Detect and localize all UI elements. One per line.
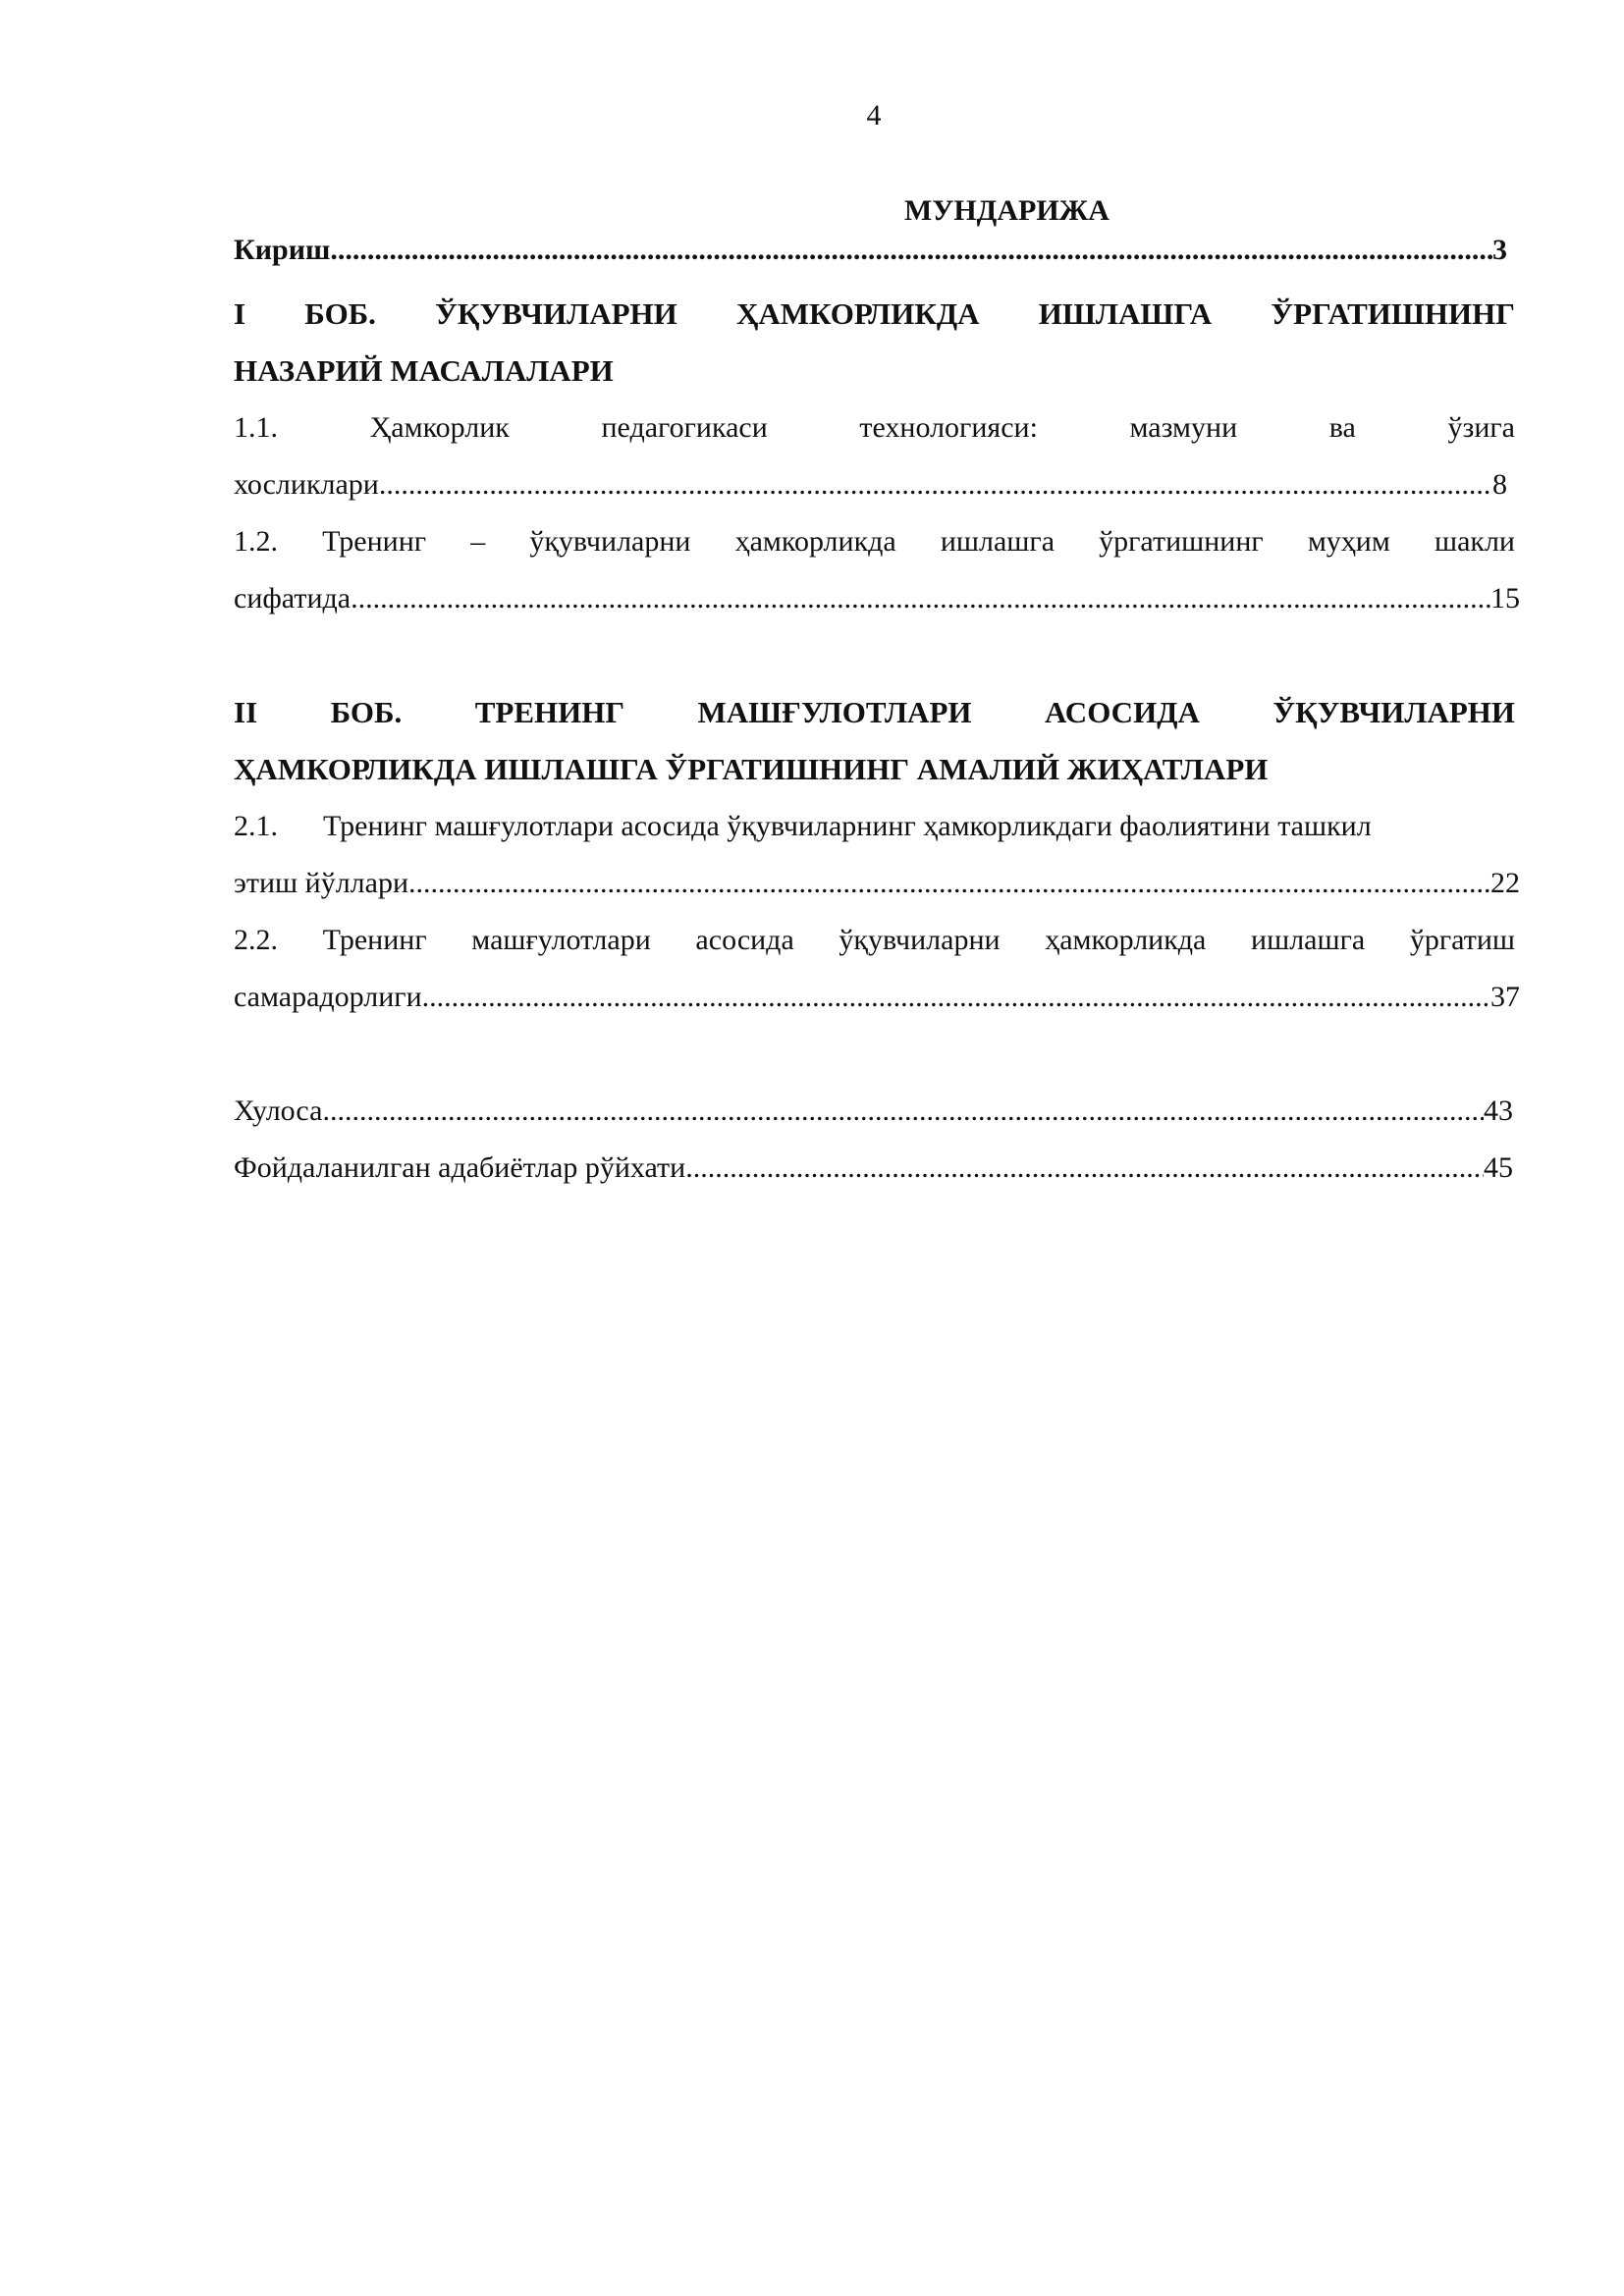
toc-entry-page: 43 [1484,1095,1513,1127]
dot-leader [351,570,1490,627]
toc-entry-label-continuation: сифатида [234,582,352,614]
toc-entry-label [234,798,1515,855]
table-of-contents [234,191,1520,1197]
dot-leader [379,456,1492,513]
toc-entry-page: 45 [1484,1151,1513,1184]
toc-entry-1-1[interactable] [234,400,1515,513]
toc-entry-intro[interactable] [234,231,1507,270]
chapter-2-heading[interactable] [234,684,1515,798]
chapter-1-heading[interactable] [234,286,1515,400]
chapter-heading-line: ҲАМКОРЛИКДА ИШЛАШГА ЎРГАТИШНИНГ АМАЛИЙ ЖИҲАТЛАРИ [234,752,1269,786]
toc-entry-conclusion[interactable] [234,1083,1513,1140]
toc-entry-title: Тренинг машғулотлари асосида ўқувчиларнинг ҳамкорликдаги фаолиятини ташкил [323,810,1372,842]
toc-entry-label-continuation: этиш йўллари [234,867,409,899]
dot-leader [685,1140,1484,1197]
toc-entry-number: 2.1. [234,810,278,842]
toc-entry-page: 15 [1490,582,1520,614]
toc-entry-label: 1.2. Тренинг – ўқувчиларни ҳамкорликда ишлашга ўргатишнинг муҳим шакли [234,525,1515,558]
page-number: 4 [866,99,882,132]
toc-entry-label-continuation: хосликлари [234,468,379,501]
toc-entry-2-1[interactable] [234,798,1520,912]
toc-entry-page: 37 [1490,981,1520,1013]
toc-entry-bibliography[interactable] [234,1140,1513,1197]
toc-entry-label: Кириш [234,234,331,266]
toc-entry-label: Хулоса [234,1095,323,1127]
toc-entry-page: 8 [1492,468,1507,501]
toc-entry-1-2[interactable] [234,513,1520,627]
toc-entry-page: 3 [1492,234,1507,266]
toc-entry-page: 22 [1490,867,1520,899]
toc-entry-label: 1.1. Ҳамкорлик педагогикаси технологияси: мазмуни ва ўзига [234,411,1515,444]
toc-title: МУНДАРИЖА [904,194,1110,227]
toc-entry-label-continuation: самарадорлиги [234,981,422,1013]
toc-entry-2-2[interactable] [234,912,1520,1026]
dot-leader [330,231,1492,270]
toc-entry-label: 2.2. Тренинг машғулотлари асосида ўқувчиларни ҳамкорликда ишлашга ўргатиш [234,924,1515,956]
chapter-heading-line: НАЗАРИЙ МАСАЛАЛАРИ [234,353,614,388]
dot-leader [408,855,1490,912]
chapter-heading-line: II БОБ. ТРЕНИНГ МАШҒУЛОТЛАРИ АСОСИДА ЎҚУВЧИЛАРНИ [234,695,1515,729]
dot-leader [322,1083,1484,1140]
dot-leader [422,969,1490,1026]
toc-entry-label: Фойдаланилган адабиётлар рўйхати [234,1151,686,1184]
chapter-heading-line: I БОБ. ЎҚУВЧИЛАРНИ ҲАМКОРЛИКДА ИШЛАШГА ЎРГАТИШНИНГ [234,296,1515,331]
